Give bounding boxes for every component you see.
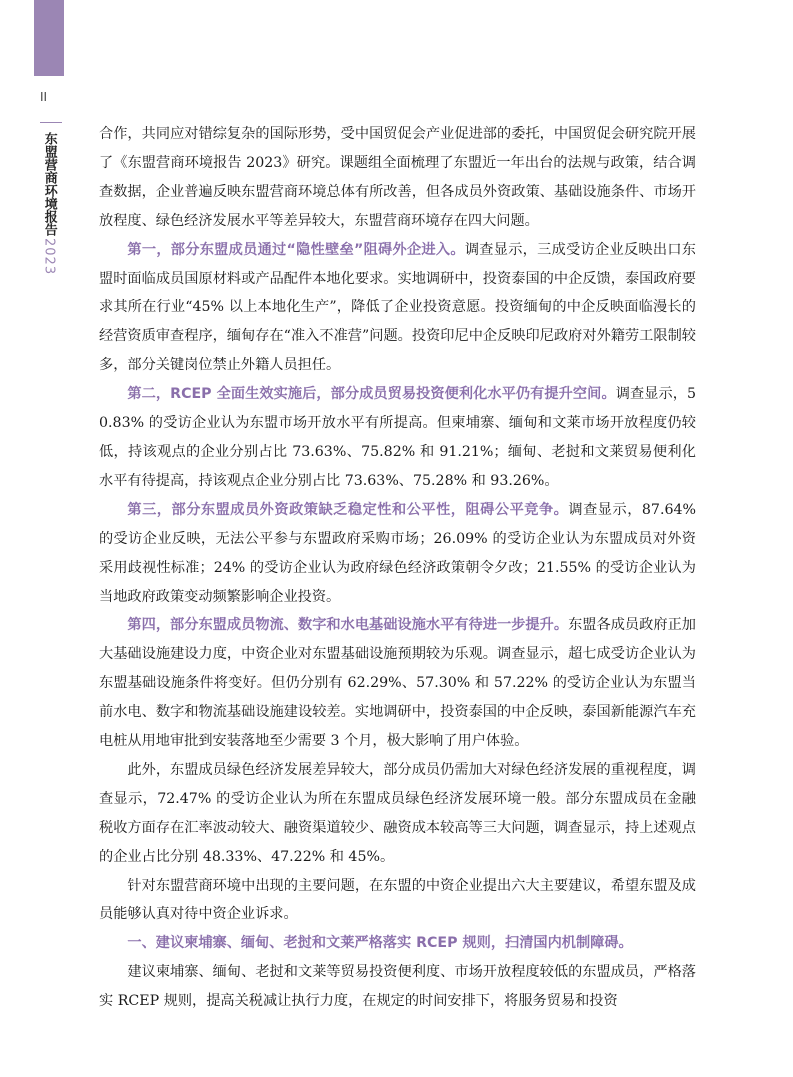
- page-corner-tab: [34, 0, 64, 76]
- running-title-year: 2023: [41, 238, 57, 276]
- paragraph-1: [99, 120, 696, 236]
- paragraph-3: [99, 380, 696, 496]
- paragraph-2: [99, 236, 696, 381]
- paragraph-text: 此外，东盟成员绿色经济发展差异较大，部分成员仍需加大对绿色经济发展的重视程度，调查显示，72.47% 的受访企业认为所在东盟成员绿色经济发展环境一般。部分东盟成员在金融税收方面存在汇率波动较大、融资渠道较少、融资成本较高等三大问题，调查显示，持上述观点的企业占比分别 48.33%、47.22% 和 45%。: [99, 761, 696, 865]
- paragraph-6: [99, 756, 696, 872]
- paragraph-9: [99, 958, 696, 1016]
- paragraph-8: [99, 929, 696, 958]
- paragraph-text: 调查显示，87.64% 的受访企业反映，无法公平参与东盟政府采购市场；26.09% 的受访企业认为东盟成员对外资采用歧视性标准；24% 的受访企业认为政府绿色经济政策朝令夕改；21.55% 的受访企业认为当地政府政策变动频繁影响企业投资。: [99, 501, 696, 605]
- paragraph-4: [99, 496, 696, 612]
- paragraph-heading: 第一，部分东盟成员通过“隐性壁垒”阻碍外企进入。: [127, 241, 465, 258]
- paragraph-text: 针对东盟营商环境中出现的主要问题，在东盟的中资企业提出六大主要建议，希望东盟及成员能够认真对待中资企业诉求。: [99, 877, 696, 923]
- paragraph-text: 调查显示，三成受访企业反映出口东盟时面临成员国原材料或产品配件本地化要求。实地调研中，投资泰国的中企反馈，泰国政府要求其所在行业“45% 以上本地化生产”，降低了企业投资意愿。投资缅甸的中企反映面临漫长的经营资质审查程序，缅甸存在“准入不准营”问题。投资印尼中企反映印尼政府对外籍劳工限制较多，部分关键岗位禁止外籍人员担任。: [99, 241, 696, 374]
- paragraph-text: 东盟各成员政府正加大基础设施建设力度，中资企业对东盟基础设施预期较为乐观。调查显示，超七成受访企业认为东盟基础设施条件将变好。但仍分别有 62.29%、57.30% 和 57.22% 的受访企业认为东盟当前水电、数字和物流基础设施建设较差。实地调研中，投资泰国的中企反映，泰国新能源汽车充电桩从用地审批到安装落地至少需要 3 个月，极大影响了用户体验。: [99, 617, 696, 750]
- page-number: II: [40, 90, 48, 104]
- paragraph-text: 调查显示，50.83% 的受访企业认为东盟市场开放水平有所提高。但柬埔寨、缅甸和文莱市场开放程度仍较低，持该观点的企业分别占比 73.63%、75.82% 和 91.21%；缅甸、老挝和文莱贸易便利化水平有待提高，持该观点企业分别占比 73.63%、75.28% 和 93.26%。: [99, 386, 696, 489]
- paragraph-7: [99, 872, 696, 930]
- recommendation-heading: 一、建议柬埔寨、缅甸、老挝和文莱严格落实 RCEP 规则，扫清国内机制障碍。: [127, 935, 633, 952]
- paragraph-heading: 第三，部分东盟成员外资政策缺乏稳定性和公平性，阻碍公平竞争。: [127, 501, 569, 518]
- running-title: [40, 132, 58, 275]
- paragraph-heading: 第四，部分东盟成员物流、数字和水电基础设施水平有待进一步提升。: [127, 617, 569, 634]
- running-title-text: 东盟营商环境报告: [41, 132, 57, 236]
- paragraph-text: 建议柬埔寨、缅甸、老挝和文莱等贸易投资便利度、市场开放程度较低的东盟成员，严格落实 RCEP 规则，提高关税减让执行力度，在规定的时间安排下，将服务贸易和投资: [99, 964, 696, 1010]
- body-text: [99, 120, 696, 1016]
- side-divider: [40, 122, 62, 123]
- paragraph-heading: 第二，RCEP 全面生效实施后，部分成员贸易投资便利化水平仍有提升空间。: [127, 386, 616, 403]
- paragraph-5: [99, 611, 696, 756]
- paragraph-text: 合作，共同应对错综复杂的国际形势，受中国贸促会产业促进部的委托，中国贸促会研究院开展了《东盟营商环境报告 2023》研究。课题组全面梳理了东盟近一年出台的法规与政策，结合调查数据，企业普遍反映东盟营商环境总体有所改善，但各成员外资政策、基础设施条件、市场开放程度、绿色经济发展水平等差异较大，东盟营商环境存在四大问题。: [99, 126, 696, 229]
